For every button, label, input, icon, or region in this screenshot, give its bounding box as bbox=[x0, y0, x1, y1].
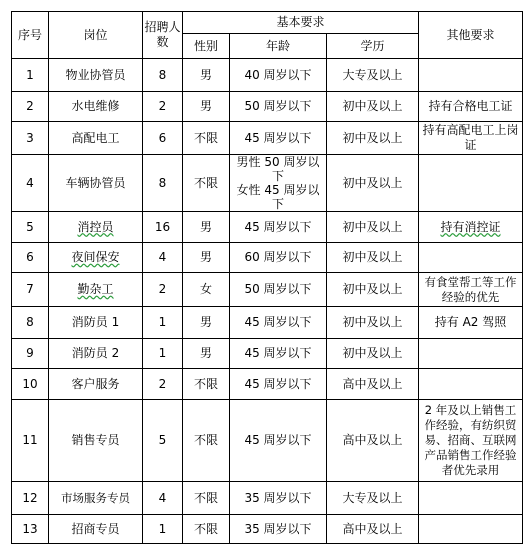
cell-other bbox=[419, 212, 523, 243]
cell-gender: 男 bbox=[183, 59, 230, 92]
table-row bbox=[12, 307, 523, 339]
cell-age: 35 周岁以下 bbox=[230, 482, 327, 515]
cell-gender: 男 bbox=[183, 339, 230, 369]
table-row bbox=[12, 122, 523, 155]
header-gender: 性别 bbox=[183, 34, 230, 59]
cell-age: 60 周岁以下 bbox=[230, 243, 327, 273]
cell-count: 1 bbox=[143, 515, 183, 544]
table-row bbox=[12, 482, 523, 515]
header-row-1 bbox=[12, 12, 523, 34]
cell-count: 6 bbox=[143, 122, 183, 155]
cell-education: 初中及以上 bbox=[327, 307, 419, 339]
cell-index: 5 bbox=[12, 212, 49, 243]
cell-age: 40 周岁以下 bbox=[230, 59, 327, 92]
cell-index: 13 bbox=[12, 515, 49, 544]
cell-count: 5 bbox=[143, 400, 183, 482]
cell-position: 客户服务 bbox=[49, 369, 143, 400]
cell-index: 11 bbox=[12, 400, 49, 482]
cell-age: 45 周岁以下 bbox=[230, 122, 327, 155]
header-index: 序号 bbox=[12, 12, 49, 59]
cell-index: 9 bbox=[12, 339, 49, 369]
cell-index: 2 bbox=[12, 92, 49, 122]
position-text: 勤杂工 bbox=[77, 282, 114, 296]
cell-other bbox=[419, 369, 523, 400]
cell-education: 高中及以上 bbox=[327, 400, 419, 482]
cell-education: 初中及以上 bbox=[327, 339, 419, 369]
cell-position: 车辆协管员 bbox=[49, 155, 143, 212]
cell-education: 初中及以上 bbox=[327, 243, 419, 273]
table-row bbox=[12, 212, 523, 243]
cell-other: 持有合格电工证 bbox=[419, 92, 523, 122]
cell-other: 2 年及以上销售工作经验，有纺织贸易、招商、互联网产品销售工作经验者优先录用 bbox=[419, 400, 523, 482]
cell-count: 1 bbox=[143, 339, 183, 369]
cell-count: 16 bbox=[143, 212, 183, 243]
cell-position: 招商专员 bbox=[49, 515, 143, 544]
cell-other: 持有高配电工上岗证 bbox=[419, 122, 523, 155]
header-basic-requirements: 基本要求 bbox=[183, 12, 419, 34]
cell-age: 45 周岁以下 bbox=[230, 400, 327, 482]
position-text: 夜间保安 bbox=[71, 250, 120, 264]
cell-education: 初中及以上 bbox=[327, 273, 419, 307]
header-other-requirements: 其他要求 bbox=[419, 12, 523, 59]
cell-age: 45 周岁以下 bbox=[230, 369, 327, 400]
cell-position: 高配电工 bbox=[49, 122, 143, 155]
cell-count: 8 bbox=[143, 59, 183, 92]
cell-count: 2 bbox=[143, 92, 183, 122]
table-row bbox=[12, 243, 523, 273]
cell-education: 初中及以上 bbox=[327, 155, 419, 212]
header-age: 年龄 bbox=[230, 34, 327, 59]
cell-gender: 不限 bbox=[183, 400, 230, 482]
cell-count: 2 bbox=[143, 273, 183, 307]
cell-other bbox=[419, 515, 523, 544]
cell-index: 10 bbox=[12, 369, 49, 400]
cell-gender: 男 bbox=[183, 92, 230, 122]
cell-other: 持有 A2 驾照 bbox=[419, 307, 523, 339]
table-row bbox=[12, 400, 523, 482]
cell-age: 50 周岁以下 bbox=[230, 92, 327, 122]
table-row bbox=[12, 92, 523, 122]
cell-other bbox=[419, 243, 523, 273]
cell-gender: 不限 bbox=[183, 122, 230, 155]
cell-other bbox=[419, 155, 523, 212]
header-count: 招聘人数 bbox=[143, 12, 183, 59]
cell-age bbox=[230, 155, 327, 212]
cell-index: 4 bbox=[12, 155, 49, 212]
cell-gender: 不限 bbox=[183, 369, 230, 400]
cell-age: 45 周岁以下 bbox=[230, 307, 327, 339]
table-row bbox=[12, 155, 523, 212]
other-text: 持有消控证 bbox=[440, 219, 501, 234]
cell-position: 消控员 bbox=[49, 212, 143, 243]
cell-gender: 男 bbox=[183, 307, 230, 339]
cell-count: 4 bbox=[143, 482, 183, 515]
cell-age: 45 周岁以下 bbox=[230, 339, 327, 369]
table-row bbox=[12, 339, 523, 369]
cell-position: 消防员 2 bbox=[49, 339, 143, 369]
cell-age: 35 周岁以下 bbox=[230, 515, 327, 544]
cell-position: 市场服务专员 bbox=[49, 482, 143, 515]
cell-other bbox=[419, 339, 523, 369]
header-position: 岗位 bbox=[49, 12, 143, 59]
cell-education: 大专及以上 bbox=[327, 482, 419, 515]
age-line-female: 女性 45 周岁以下 bbox=[236, 183, 320, 211]
table-row bbox=[12, 369, 523, 400]
cell-position bbox=[49, 243, 143, 273]
cell-index: 1 bbox=[12, 59, 49, 92]
cell-count: 2 bbox=[143, 369, 183, 400]
cell-position: 物业协管员 bbox=[49, 59, 143, 92]
recruitment-table-container bbox=[11, 11, 523, 544]
cell-gender: 男 bbox=[183, 212, 230, 243]
cell-age: 50 周岁以下 bbox=[230, 273, 327, 307]
cell-other: 有食堂帮工等工作经验的优先 bbox=[419, 273, 523, 307]
cell-gender: 不限 bbox=[183, 482, 230, 515]
recruitment-table bbox=[11, 11, 523, 544]
cell-count: 1 bbox=[143, 307, 183, 339]
cell-other bbox=[419, 59, 523, 92]
table-row bbox=[12, 515, 523, 544]
cell-other bbox=[419, 482, 523, 515]
cell-index: 8 bbox=[12, 307, 49, 339]
cell-gender: 男 bbox=[183, 243, 230, 273]
cell-age: 45 周岁以下 bbox=[230, 212, 327, 243]
age-line-male: 男性 50 周岁以下 bbox=[236, 155, 320, 183]
cell-position bbox=[49, 273, 143, 307]
cell-gender: 女 bbox=[183, 273, 230, 307]
cell-education: 大专及以上 bbox=[327, 59, 419, 92]
cell-index: 3 bbox=[12, 122, 49, 155]
cell-count: 8 bbox=[143, 155, 183, 212]
cell-position: 销售专员 bbox=[49, 400, 143, 482]
cell-education: 高中及以上 bbox=[327, 515, 419, 544]
cell-education: 高中及以上 bbox=[327, 369, 419, 400]
cell-position: 消防员 1 bbox=[49, 307, 143, 339]
cell-index: 6 bbox=[12, 243, 49, 273]
cell-index: 12 bbox=[12, 482, 49, 515]
table-row bbox=[12, 273, 523, 307]
cell-position: 水电维修 bbox=[49, 92, 143, 122]
cell-education: 初中及以上 bbox=[327, 92, 419, 122]
cell-count: 4 bbox=[143, 243, 183, 273]
header-education: 学历 bbox=[327, 34, 419, 59]
cell-gender: 不限 bbox=[183, 155, 230, 212]
cell-gender: 不限 bbox=[183, 515, 230, 544]
cell-education: 初中及以上 bbox=[327, 212, 419, 243]
cell-education: 初中及以上 bbox=[327, 122, 419, 155]
table-row bbox=[12, 59, 523, 92]
cell-index: 7 bbox=[12, 273, 49, 307]
